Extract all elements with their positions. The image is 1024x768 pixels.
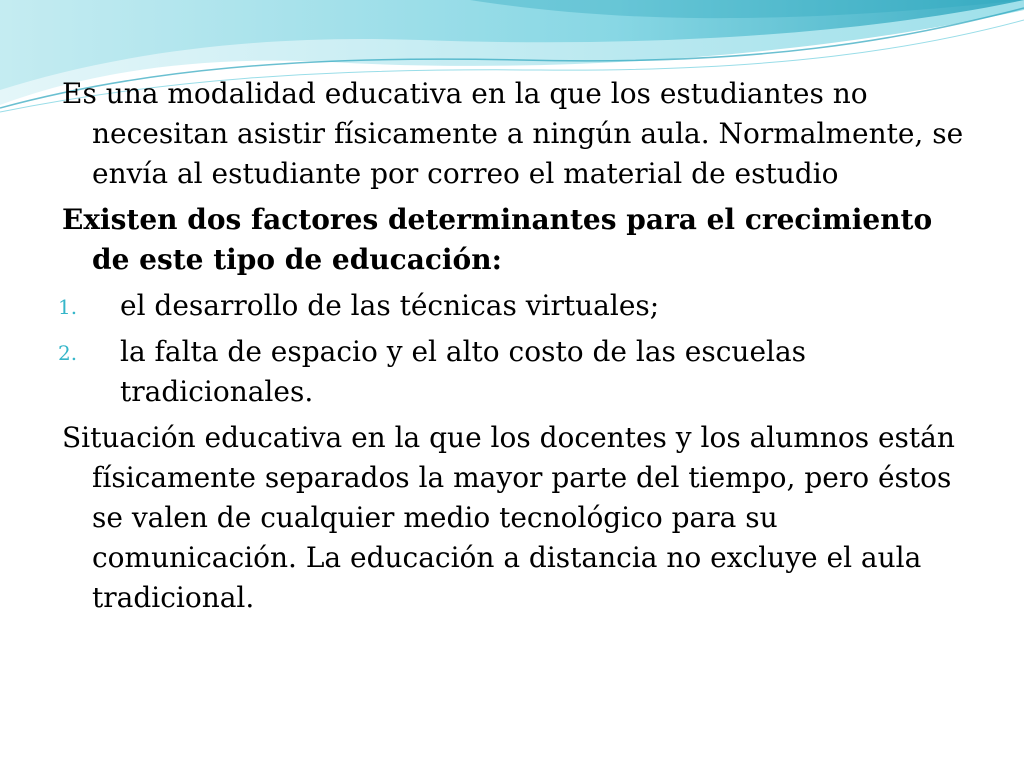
list-number: 2. (58, 341, 78, 365)
list-number: 1. (58, 295, 78, 319)
list-item-text: la falta de espacio y el alto costo de las escuelas tradicionales. (120, 335, 807, 408)
paragraph-situation: Situación educativa en la que los docentes y los alumnos están físicamente separados la mayor parte del tiempo, pero éstos se valen de cualquier medio tecnológico para su comunicación. La educación a distancia no excluye el aula tradicional. (62, 421, 955, 614)
paragraph-factors-heading: Existen dos factores determinantes para el crecimiento de este tipo de educación: (62, 203, 933, 276)
factors-list (58, 286, 972, 412)
paragraph-definition: Es una modalidad educativa en la que los estudiantes no necesitan asistir físicamente a ningún aula. Normalmente, se envía al estudiante por correo el material de estudio (62, 77, 964, 190)
slide-body (58, 74, 972, 624)
list-item (58, 286, 972, 326)
list-item-text: el desarrollo de las técnicas virtuales; (120, 289, 660, 322)
list-item (58, 332, 972, 412)
